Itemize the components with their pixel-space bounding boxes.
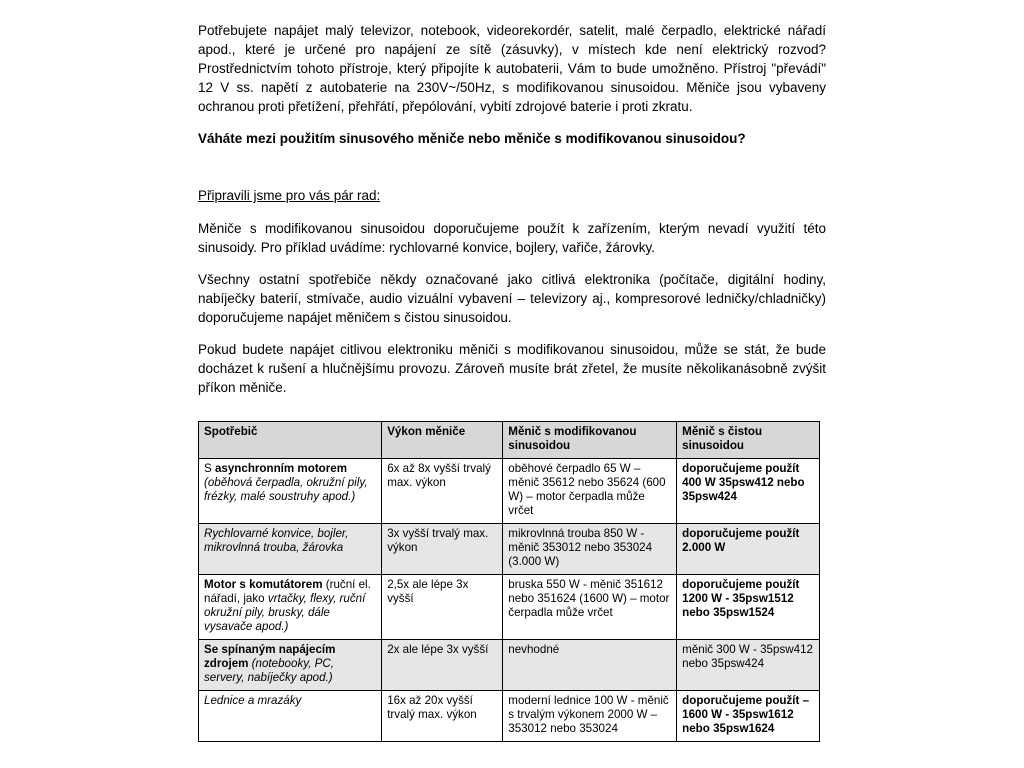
power-cell: 6x až 8x vyšší trvalý max. výkon [382, 459, 503, 524]
modified-sine-cell: nevhodné [503, 640, 677, 691]
pure-sine-cell: doporučujeme použít – 1600 W - 35psw1612 nebo 35psw1624 [677, 691, 820, 742]
table-row [199, 524, 820, 575]
modified-sine-cell: oběhové čerpadlo 65 W – měnič 35612 nebo 35624 (600 W) – motor čerpadla může vrčet [503, 459, 677, 524]
pure-sine-cell: doporučujeme použít 1200 W - 35psw1512 nebo 35psw1524 [677, 575, 820, 640]
appliance-text-mid: (ruční el. nářadí, jako [204, 578, 371, 605]
modified-sine-cell: mikrovlnná trouba 850 W - měnič 353012 nebo 353024 (3.000 W) [503, 524, 677, 575]
document-page [198, 0, 826, 742]
modified-sine-cell: bruska 550 W - měnič 351612 nebo 351624 (1600 W) – motor čerpadla může vrčet [503, 575, 677, 640]
appliance-text-bold: Se spínaným napájecím zdrojem [204, 643, 336, 670]
pure-sine-cell: doporučujeme použít 2.000 W [677, 524, 820, 575]
modified-sine-cell: moderní lednice 100 W - měnič s trvalým výkonem 2000 W – 353012 nebo 353024 [503, 691, 677, 742]
tips-heading: Připravili jsme pro vás pár rad: [198, 188, 381, 203]
appliance-cell [199, 459, 382, 524]
appliance-text-italic: (notebooky, PC, servery, nabíječky apod.) [204, 657, 334, 684]
table-row [199, 640, 820, 691]
appliance-text-italic: (oběhová čerpadla, okružní pily, frézky, malé soustruhy apod.) [204, 476, 368, 503]
appliance-cell [199, 524, 382, 575]
paragraph-warning: Pokud budete napájet citlivou elektroniku měniči s modifikovanou sinusoidou, může se stát, že bude docházet k rušení a hlučnějšímu provozu. Zároveň musíte brát zřetel, že musíte několikanásobně zvýšit příkon měniče. [198, 342, 826, 395]
pure-sine-cell: doporučujeme použít 400 W 35psw412 nebo 35psw424 [677, 459, 820, 524]
intro-paragraph: Potřebujete napájet malý televizor, notebook, videorekordér, satelit, malé čerpadlo, elektrické nářadí apod., které je určené pro napájení ze sítě (zásuvky), v místech kde není elektrický rozvod? Prostřednictvím tohoto přístroje, který připojíte k autobaterii, Vám to bude umožněno. Přístroj "převádí" 12 V ss. napětí z autobaterie na 230V~/50Hz, s modifikovanou sinusoidou. Měniče jsou vybaveny ochranou proti přetížení, přehřátí, přepólování, vybití zdrojové baterie i proti zkratu. [198, 23, 826, 114]
table-row [199, 459, 820, 524]
power-cell: 2,5x ale lépe 3x vyšší [382, 575, 503, 640]
question-heading: Váháte mezi použitím sinusového měniče nebo měniče s modifikovanou sinusoidou? [198, 131, 746, 146]
paragraph-modified-sine: Měniče s modifikovanou sinusoidou doporučujeme použít k zařízením, kterým nevadí využití této sinusoidy. Pro příklad uvádíme: rychlovarné konvice, bojlery, vařiče, žárovky. [198, 221, 826, 255]
table-header-row [199, 422, 820, 459]
pure-sine-cell: měnič 300 W - 35psw412 nebo 35psw424 [677, 640, 820, 691]
appliance-text-bold: asynchronním motorem [214, 462, 348, 475]
appliance-table [198, 421, 820, 742]
appliance-cell [199, 640, 382, 691]
appliance-text-italic: Lednice a mrazáky [204, 694, 302, 707]
header-pure-sine: Měnič s čistou sinusoidou [677, 422, 820, 459]
header-modified-sine: Měnič s modifikovanou sinusoidou [503, 422, 677, 459]
header-appliance: Spotřebič [199, 422, 382, 459]
appliance-text-bold: Motor s komutátorem [204, 578, 323, 591]
appliance-cell [199, 575, 382, 640]
power-cell: 2x ale lépe 3x vyšší [382, 640, 503, 691]
power-cell: 3x vyšší trvalý max. výkon [382, 524, 503, 575]
header-inverter-power: Výkon měniče [382, 422, 503, 459]
power-cell: 16x až 20x vyšší trvalý max. výkon [382, 691, 503, 742]
appliance-text: S [204, 462, 215, 475]
table-row [199, 575, 820, 640]
appliance-text-italic: vrtačky, flexy, ruční okružní pily, brusky, dále vysavače apod.) [204, 592, 366, 633]
appliance-cell [199, 691, 382, 742]
table-row [199, 691, 820, 742]
appliance-text-italic: Rychlovarné konvice, bojler, mikrovlnná trouba, žárovka [204, 527, 349, 554]
paragraph-pure-sine: Všechny ostatní spotřebiče někdy označované jako citlivá elektronika (počítače, digitální hodiny, nabíječky baterií, stmívače, audio vizuální vybavení – televizory aj., kompresorové ledničky/chladničky) doporučujeme napájet měničem s čistou sinusoidou. [198, 272, 826, 325]
